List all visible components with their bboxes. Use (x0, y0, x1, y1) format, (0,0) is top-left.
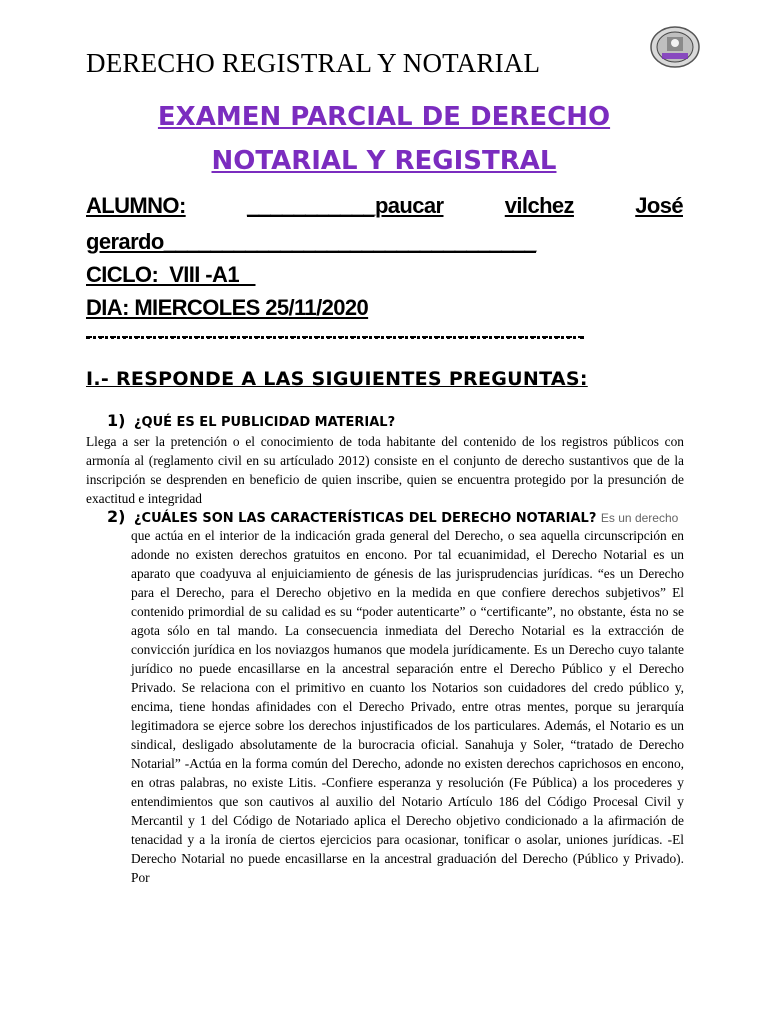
section-heading-text: I.- RESPONDE A LAS SIGUIENTES PREGUNTAS: (86, 368, 588, 390)
question-1-text: ¿QUÉ ES EL PUBLICIDAD MATERIAL? (133, 415, 396, 430)
university-seal-icon (650, 26, 700, 68)
question-2-title (107, 507, 678, 526)
ciclo-text: CICLO: VIII -A1 (86, 262, 256, 287)
dia-line: DIA: MIERCOLES 25/11/2020 (86, 295, 369, 320)
student-name-part3: José (635, 193, 683, 218)
exam-title-line1: EXAMEN PARCIAL DE DERECHO (157, 102, 611, 132)
question-2-lead: Es un derecho (600, 511, 679, 525)
question-1-title (107, 411, 395, 430)
course-title: DERECHO REGISTRAL Y NOTARIAL (86, 48, 541, 78)
question-1-number: 1) (107, 411, 126, 430)
student-name-part1: ___________paucar (246, 193, 444, 218)
student-name-line2: gerardo________________________________ (86, 229, 537, 254)
student-name-row (86, 193, 683, 219)
exam-title-line2: NOTARIAL Y REGISTRAL (211, 146, 557, 176)
question-2-answer: que actúa en el interior de la indicación grada general del Derecho, o sea aquella circunscripción en adonde no existen derechos gratuitos en encono. Por tal ecuanimidad, el Derecho Notarial es un aparato que coadyuva al enjuiciamiento de génesis de las jurisprudencias jurídicas. “es un Derecho para el Derecho, para el Derecho objetivo en la medida en que confiere derechos subjetivos” El contenido primordial de su calidad es su “poder autenticarte” o “certificante”, no obstante, ésta no se agota sólo en tal mando. La consecuencia inmediata del Derecho Notarial es la extracción de convicción jurídica en los noviazgos humanos que modela jurídicamente. Es un Derecho cuyo talante jurídico no puede encasillarse en la ancestral separación entre el Derecho Público y el Derecho Privado. Se relaciona con el primitivo en cuanto los Notarios son cuidadores del credo público y, encima, tiene hondas afinidades con el Derecho Privado, entre otras mentes, porque su jerarquía legitimadora se ejerce sobre los derechos injustificados de los particulares. Además, el Notario es un sindical, desligado absolutamente de la burocracia oficial. Sanahuja y Soler, “tratado de Derecho Notarial” -Actúa en la forma común del Derecho, adonde no existen derechos caprichosos en encono, en otras palabras, no existe Litis. -Confiere esperanza y resolución (Fe Pública) a los procederes y entendimientos que son cautivos al auxilio del Notario Artículo 186 del Código Procesal Civil y Mercantil y 1 del Código de Notariado aplica el Derecho objetivo condicionado a la afirmación de tenacidad y a la ironía de ciertos ejercicios para ocasionar, tonificar o asolar, uniones jurídicas. -El Derecho Notarial no puede encasillarse en la ancestral graduación del Derecho (Público y Privado). Por (131, 528, 684, 885)
section-heading (86, 368, 588, 390)
dotted-divider-secondary (86, 328, 584, 338)
alumno-label: ALUMNO: (86, 193, 186, 218)
student-name-part2: vilchez (504, 193, 574, 218)
question-2-text: ¿CUÁLES SON LAS CARACTERÍSTICAS DEL DERECHO NOTARIAL? (133, 511, 597, 526)
question-1-answer: Llega a ser la pretención o el conocimiento de toda habitante del contenido de los registros públicos con armonía al (reglamento civil en su artículado 2012) consiste en el conjunto de derecho sustantivos que de la inscripción se desprenden en beneficio de quien inscribe, quien se encuentra protegido por la presunción de exactitud e integridad (86, 434, 684, 506)
ciclo-line (86, 262, 683, 288)
question-2-number: 2) (107, 507, 126, 526)
